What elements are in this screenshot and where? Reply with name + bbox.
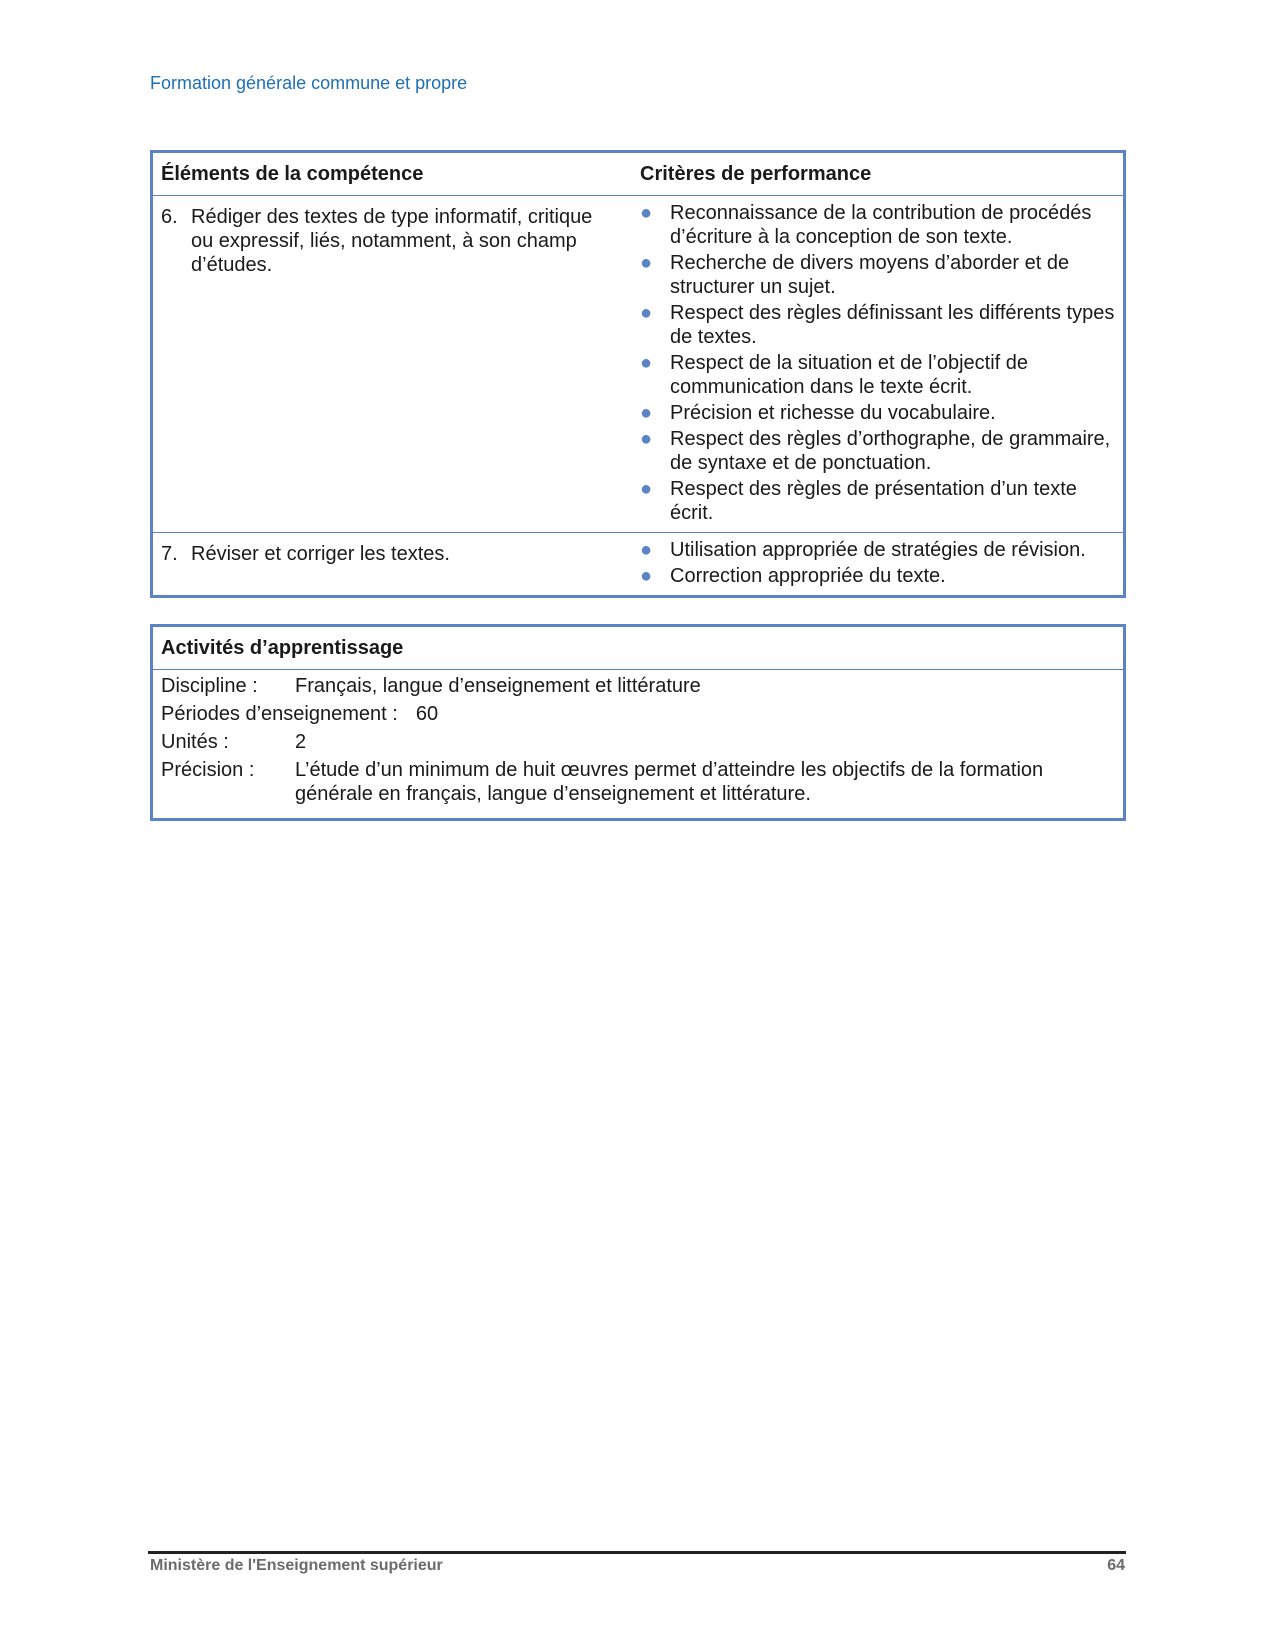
criterion-text: Précision et richesse du vocabulaire. bbox=[670, 402, 996, 424]
element-cell bbox=[153, 196, 640, 532]
bullet-icon: ● bbox=[640, 202, 653, 224]
page-number: 64 bbox=[1107, 1557, 1125, 1574]
bullet-icon: ● bbox=[640, 352, 653, 374]
periodes-value: 60 bbox=[415, 703, 439, 725]
bullet-icon: ● bbox=[640, 252, 653, 274]
criterion-text: Correction appropriée du texte. bbox=[670, 565, 946, 587]
criteria-cell bbox=[640, 533, 1123, 595]
periodes-label: Périodes d’enseignement : bbox=[161, 703, 398, 725]
bullet-icon: ● bbox=[640, 302, 653, 324]
discipline-row bbox=[161, 674, 1115, 698]
criterion-text: Respect des règles de présentation d’un texte écrit. bbox=[670, 478, 1077, 524]
bullet-icon: ● bbox=[640, 428, 653, 450]
list-item bbox=[640, 351, 1115, 399]
list-item bbox=[640, 538, 1115, 562]
bullet-icon: ● bbox=[640, 539, 653, 561]
activites-table bbox=[150, 624, 1126, 821]
precision-row bbox=[161, 758, 1115, 806]
periodes-row bbox=[161, 702, 1115, 726]
criterion-text: Recherche de divers moyens d’aborder et de structurer un sujet. bbox=[670, 252, 1070, 298]
list-item bbox=[640, 427, 1115, 475]
list-item bbox=[640, 251, 1115, 299]
unites-row bbox=[161, 730, 1115, 754]
col-header-elements: Éléments de la compétence bbox=[161, 162, 424, 185]
list-item bbox=[640, 477, 1115, 525]
list-item bbox=[640, 401, 1115, 425]
activites-title: Activités d’apprentissage bbox=[153, 627, 1123, 670]
element-number: 6. bbox=[161, 206, 178, 228]
competence-table bbox=[150, 150, 1126, 598]
criterion-text: Respect des règles d’orthographe, de grammaire, de syntaxe et de ponctuation. bbox=[670, 428, 1111, 474]
element-text: Rédiger des textes de type informatif, critique ou expressif, liés, notamment, à son champ d’études. bbox=[191, 206, 593, 276]
running-title: Formation générale commune et propre bbox=[150, 73, 468, 93]
unites-value: 2 bbox=[295, 731, 307, 753]
criteria-cell bbox=[640, 196, 1123, 532]
criterion-text: Reconnaissance de la contribution de procédés d’écriture à la conception de son texte. bbox=[670, 202, 1092, 248]
element-number: 7. bbox=[161, 543, 178, 565]
list-item bbox=[640, 301, 1115, 349]
activites-body bbox=[153, 670, 1123, 818]
unites-label: Unités : bbox=[161, 731, 229, 753]
criterion-text: Respect des règles définissant les différents types de textes. bbox=[670, 302, 1115, 348]
criterion-text: Respect de la situation et de l’objectif de communication dans le texte écrit. bbox=[670, 352, 1028, 398]
element-text: Réviser et corriger les textes. bbox=[191, 543, 450, 565]
bullet-icon: ● bbox=[640, 402, 653, 424]
precision-value: L’étude d’un minimum de huit œuvres permet d’atteindre les objectifs de la formation générale en français, langue d’enseignement et littérature. bbox=[295, 759, 1044, 805]
list-item bbox=[640, 564, 1115, 588]
element-cell bbox=[153, 533, 640, 595]
discipline-value: Français, langue d’enseignement et littérature bbox=[295, 675, 701, 697]
table-row bbox=[153, 196, 1123, 533]
criterion-text: Utilisation appropriée de stratégies de révision. bbox=[670, 539, 1086, 561]
table-row bbox=[153, 533, 1123, 595]
footer-divider bbox=[148, 1551, 1126, 1554]
col-header-criteres: Critères de performance bbox=[640, 162, 872, 185]
footer-ministry: Ministère de l'Enseignement supérieur bbox=[150, 1557, 443, 1574]
discipline-label: Discipline : bbox=[161, 675, 258, 697]
bullet-icon: ● bbox=[640, 565, 653, 587]
competence-table-header bbox=[153, 153, 1123, 196]
bullet-icon: ● bbox=[640, 478, 653, 500]
list-item bbox=[640, 201, 1115, 249]
precision-label: Précision : bbox=[161, 759, 255, 781]
